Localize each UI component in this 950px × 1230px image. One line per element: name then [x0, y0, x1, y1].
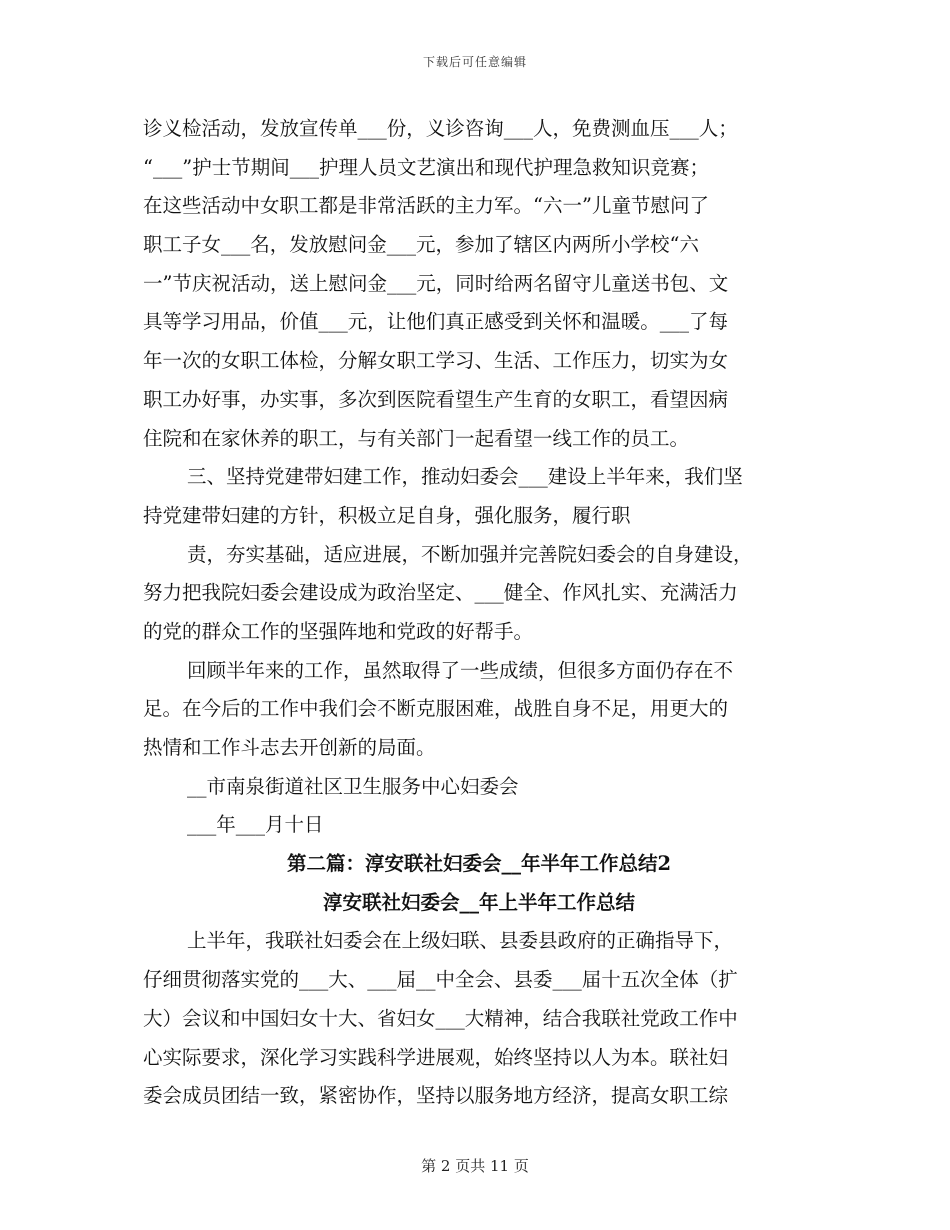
- text-line: 责，夯实基础，适应进展，不断加强并完善院妇委会的自身建设，: [187, 542, 753, 566]
- text-line: 回顾半年来的工作，虽然取得了一些成绩，但很多方面仍存在不: [187, 658, 734, 682]
- text-line: 在这些活动中女职工都是非常活跃的主力军。“六一”儿童节慰问了: [143, 194, 709, 218]
- page-header-note: 下载后可任意编辑: [422, 55, 527, 69]
- text-line: 住院和在家休养的职工，与有关部门一起看望一线工作的员工。: [143, 426, 690, 450]
- text-line: 职工办好事，办实事，多次到医院看望生产生育的女职工，看望因病: [143, 387, 729, 411]
- text-line: __市南泉街道社区卫生服务中心妇委会: [187, 774, 519, 798]
- text-line: 三、坚持党建带妇建工作，推动妇委会___建设上半年来，我们坚: [187, 465, 743, 489]
- page-number: 第 2 页共 11 页: [421, 1157, 529, 1175]
- text-line: 仔细贯彻落实党的___大、___届__中全会、县委___届十五次全体（扩: [143, 968, 738, 992]
- text-line: 努力把我院妇委会建设成为政治坚定、___健全、作风扎实、充满活力: [143, 581, 738, 605]
- document-body: [143, 110, 815, 1116]
- section-heading: 第二篇：淳安联社妇委会__年半年工作总结2: [286, 852, 672, 876]
- text-line: 热情和工作斗志去开创新的局面。: [143, 736, 436, 759]
- text-line: 大）会议和中国妇女十大、省妇女___大精神，结合我联社党政工作中: [143, 1006, 738, 1030]
- text-line: 心实际要求，深化学习实践科学进展观，始终坚持以人为本。联社妇: [143, 1045, 729, 1069]
- text-line: 足。在今后的工作中我们会不断克服困难，战胜自身不足，用更大的: [143, 697, 729, 721]
- text-line: 职工子女___名，发放慰问金___元，参加了辖区内两所小学校“六: [143, 233, 699, 257]
- text-line: 一”节庆祝活动，送上慰问金___元，同时给两名留守儿童送书包、文: [143, 271, 729, 295]
- text-line: 上半年，我联社妇委会在上级妇联、县委县政府的正确指导下，: [187, 929, 734, 953]
- text-line: 具等学习用品，价值___元，让他们真正感受到关怀和温暖。___了每: [143, 310, 729, 334]
- text-line: “___”护士节期间___护理人员文艺演出和现代护理急救知识竞赛；: [143, 155, 709, 179]
- section-heading: 淳安联社妇委会__年上半年工作总结: [322, 890, 635, 914]
- text-line: 年一次的女职工体检，分解女职工学习、生活、工作压力，切实为女: [143, 349, 729, 373]
- text-line: ___年___月十日: [187, 813, 324, 837]
- text-line: 诊义检活动，发放宣传单___份，义诊咨询___人，免费测血压___人；: [143, 117, 738, 140]
- text-line: 的党的群众工作的坚强阵地和党政的好帮手。: [143, 619, 534, 643]
- text-line: 委会成员团结一致，紧密协作，坚持以服务地方经济，提高女职工综: [143, 1084, 729, 1108]
- text-line: 持党建带妇建的方针，积极立足自身，强化服务，履行职: [143, 503, 631, 527]
